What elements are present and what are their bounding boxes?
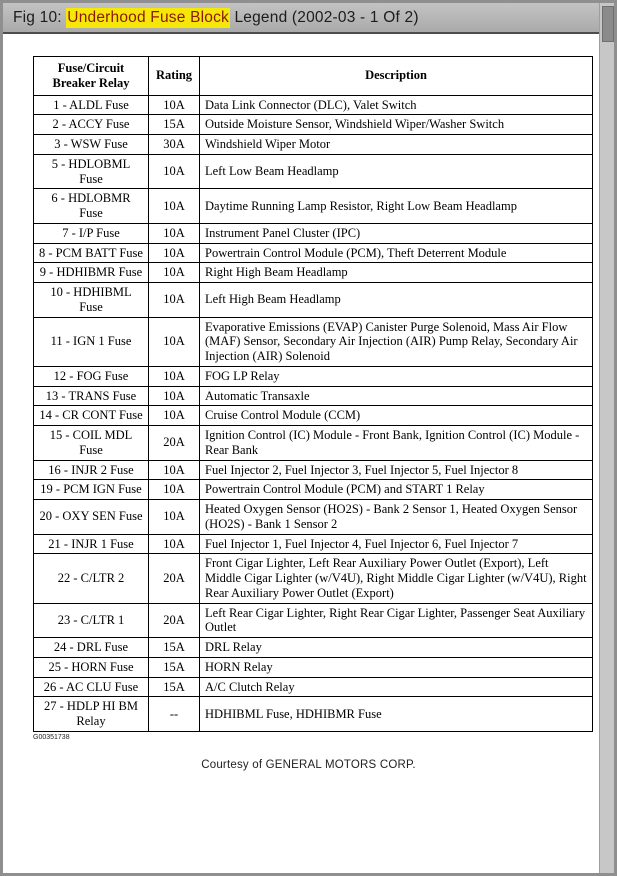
description-cell: Evaporative Emissions (EVAP) Canister Purge Solenoid, Mass Air Flow (MAF) Sensor, Secondary Air Injection (AIR) Pump Relay, Secondary Air Injection (AIR) Solenoid (200, 317, 593, 366)
fuse-cell: 2 - ACCY Fuse (34, 115, 149, 135)
fuse-table-body (34, 95, 593, 731)
table-row (34, 460, 593, 480)
fuse-cell: 11 - IGN 1 Fuse (34, 317, 149, 366)
column-header-fuse: Fuse/Circuit Breaker Relay (34, 57, 149, 96)
description-cell: Heated Oxygen Sensor (HO2S) - Bank 2 Sensor 1, Heated Oxygen Sensor (HO2S) - Bank 1 Sensor 2 (200, 500, 593, 535)
table-row (34, 189, 593, 224)
fuse-cell: 3 - WSW Fuse (34, 135, 149, 155)
figure-title-suffix: Legend (2002-03 - 1 Of 2) (229, 8, 419, 26)
vertical-scrollbar[interactable] (599, 3, 614, 873)
description-cell: Left Low Beam Headlamp (200, 154, 593, 189)
fuse-legend-table (33, 56, 593, 732)
description-cell: Powertrain Control Module (PCM), Theft Deterrent Module (200, 243, 593, 263)
scrollbar-thumb[interactable] (602, 6, 614, 42)
table-row (34, 677, 593, 697)
description-cell: Daytime Running Lamp Resistor, Right Low Beam Headlamp (200, 189, 593, 224)
description-cell: Instrument Panel Cluster (IPC) (200, 223, 593, 243)
column-header-rating: Rating (149, 57, 200, 96)
figure-id-label: G00351738 (33, 733, 70, 741)
rating-cell: 10A (149, 406, 200, 426)
table-row (34, 554, 593, 603)
table-row (34, 283, 593, 318)
fuse-cell: 23 - C/LTR 1 (34, 603, 149, 638)
table-row (34, 317, 593, 366)
rating-cell: 10A (149, 223, 200, 243)
table-row (34, 697, 593, 732)
rating-cell: 15A (149, 638, 200, 658)
description-cell: HORN Relay (200, 657, 593, 677)
rating-cell: 15A (149, 115, 200, 135)
rating-cell: 10A (149, 480, 200, 500)
description-cell: Fuel Injector 2, Fuel Injector 3, Fuel Injector 5, Fuel Injector 8 (200, 460, 593, 480)
description-cell: Left High Beam Headlamp (200, 283, 593, 318)
rating-cell: 15A (149, 677, 200, 697)
fuse-cell: 21 - INJR 1 Fuse (34, 534, 149, 554)
fuse-cell: 26 - AC CLU Fuse (34, 677, 149, 697)
rating-cell: 30A (149, 135, 200, 155)
rating-cell: 10A (149, 154, 200, 189)
figure-title-prefix: Fig 10: (13, 8, 67, 26)
table-row (34, 366, 593, 386)
rating-cell: 20A (149, 554, 200, 603)
description-cell: Fuel Injector 1, Fuel Injector 4, Fuel Injector 6, Fuel Injector 7 (200, 534, 593, 554)
description-cell: Automatic Transaxle (200, 386, 593, 406)
rating-cell: 10A (149, 534, 200, 554)
table-row (34, 223, 593, 243)
rating-cell: -- (149, 697, 200, 732)
table-row (34, 406, 593, 426)
rating-cell: 10A (149, 500, 200, 535)
table-header-row (34, 57, 593, 96)
description-cell: Right High Beam Headlamp (200, 263, 593, 283)
table-row (34, 657, 593, 677)
fuse-cell: 12 - FOG Fuse (34, 366, 149, 386)
rating-cell: 20A (149, 426, 200, 461)
fuse-cell: 13 - TRANS Fuse (34, 386, 149, 406)
figure-title-highlighted-text: Underhood Fuse Block (67, 8, 229, 26)
fuse-cell: 20 - OXY SEN Fuse (34, 500, 149, 535)
rating-cell: 10A (149, 189, 200, 224)
table-row (34, 243, 593, 263)
table-row (34, 135, 593, 155)
rating-cell: 10A (149, 283, 200, 318)
table-row (34, 426, 593, 461)
table-row (34, 500, 593, 535)
table-row (34, 263, 593, 283)
rating-cell: 10A (149, 386, 200, 406)
table-row (34, 95, 593, 115)
fuse-cell: 1 - ALDL Fuse (34, 95, 149, 115)
fuse-cell: 14 - CR CONT Fuse (34, 406, 149, 426)
fuse-cell: 19 - PCM IGN Fuse (34, 480, 149, 500)
rating-cell: 10A (149, 95, 200, 115)
table-row (34, 603, 593, 638)
description-cell: A/C Clutch Relay (200, 677, 593, 697)
fuse-cell: 10 - HDHIBML Fuse (34, 283, 149, 318)
fuse-cell: 7 - I/P Fuse (34, 223, 149, 243)
description-cell: Outside Moisture Sensor, Windshield Wiper/Washer Switch (200, 115, 593, 135)
fuse-cell: 25 - HORN Fuse (34, 657, 149, 677)
description-cell: Ignition Control (IC) Module - Front Bank, Ignition Control (IC) Module - Rear Bank (200, 426, 593, 461)
fuse-cell: 15 - COIL MDL Fuse (34, 426, 149, 461)
rating-cell: 15A (149, 657, 200, 677)
table-row (34, 154, 593, 189)
description-cell: Left Rear Cigar Lighter, Right Rear Cigar Lighter, Passenger Seat Auxiliary Outlet (200, 603, 593, 638)
fuse-cell: 5 - HDLOBML Fuse (34, 154, 149, 189)
rating-cell: 10A (149, 366, 200, 386)
column-header-description: Description (200, 57, 593, 96)
description-cell: Cruise Control Module (CCM) (200, 406, 593, 426)
rating-cell: 20A (149, 603, 200, 638)
figure-title-bar (3, 3, 600, 34)
rating-cell: 10A (149, 460, 200, 480)
description-cell: FOG LP Relay (200, 366, 593, 386)
table-row (34, 115, 593, 135)
description-cell: Powertrain Control Module (PCM) and START 1 Relay (200, 480, 593, 500)
table-row (34, 480, 593, 500)
description-cell: Data Link Connector (DLC), Valet Switch (200, 95, 593, 115)
table-row (34, 386, 593, 406)
description-cell: Front Cigar Lighter, Left Rear Auxiliary Power Outlet (Export), Left Middle Cigar Lighter (w/V4U), Right Middle Cigar Lighter (w/V4U), Right Rear Auxiliary Power Outlet (Export) (200, 554, 593, 603)
description-cell: DRL Relay (200, 638, 593, 658)
fuse-cell: 8 - PCM BATT Fuse (34, 243, 149, 263)
fuse-cell: 16 - INJR 2 Fuse (34, 460, 149, 480)
document-content (3, 34, 600, 771)
table-row (34, 534, 593, 554)
description-cell: HDHIBML Fuse, HDHIBMR Fuse (200, 697, 593, 732)
rating-cell: 10A (149, 243, 200, 263)
fuse-cell: 24 - DRL Fuse (34, 638, 149, 658)
fuse-cell: 22 - C/LTR 2 (34, 554, 149, 603)
fuse-cell: 27 - HDLP HI BM Relay (34, 697, 149, 732)
table-row (34, 638, 593, 658)
rating-cell: 10A (149, 317, 200, 366)
description-cell: Windshield Wiper Motor (200, 135, 593, 155)
courtesy-line: Courtesy of GENERAL MOTORS CORP. (201, 758, 416, 771)
fuse-cell: 9 - HDHIBMR Fuse (34, 263, 149, 283)
fuse-cell: 6 - HDLOBMR Fuse (34, 189, 149, 224)
rating-cell: 10A (149, 263, 200, 283)
